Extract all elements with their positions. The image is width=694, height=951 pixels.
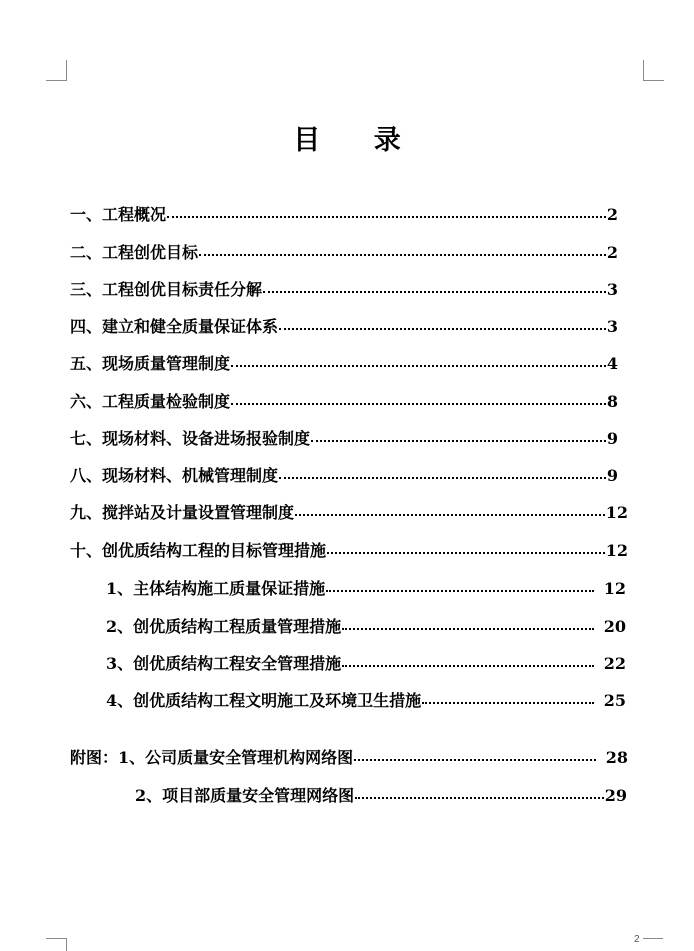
toc-entry-page: 2 bbox=[606, 243, 618, 262]
toc-leader-dots bbox=[279, 328, 606, 330]
toc-entry-label: 八、现场材料、机械管理制度 bbox=[70, 466, 279, 485]
toc-entry-page: 28 bbox=[605, 748, 628, 767]
toc-leader-dots bbox=[422, 702, 594, 704]
toc-entry-label: 五、现场质量管理制度 bbox=[70, 354, 231, 373]
toc-entry-label: 3、创优质结构工程安全管理措施 bbox=[106, 654, 342, 673]
toc-entry-page: 9 bbox=[606, 429, 618, 448]
toc-entry[interactable] bbox=[70, 202, 618, 226]
footer-page-number: 2 bbox=[634, 934, 640, 945]
toc-entry-page: 20 bbox=[603, 617, 626, 636]
toc-entry-label: 一、工程概况 bbox=[70, 205, 167, 224]
corner-mark-bottom-right bbox=[643, 938, 663, 939]
toc-entry-label: 六、工程质量检验制度 bbox=[70, 392, 231, 411]
toc-entry[interactable] bbox=[70, 351, 618, 375]
toc-entry-label: 七、现场材料、设备进场报验制度 bbox=[70, 429, 311, 448]
toc-entry-label: 2、项目部质量安全管理网络图 bbox=[135, 786, 355, 805]
toc-entry-page: 29 bbox=[604, 786, 627, 805]
toc-leader-dots bbox=[326, 590, 594, 592]
toc-entry[interactable] bbox=[70, 500, 628, 524]
toc-entry[interactable] bbox=[70, 463, 618, 487]
toc-entry[interactable] bbox=[70, 389, 618, 413]
toc-subentry[interactable] bbox=[106, 688, 626, 712]
toc-leader-dots bbox=[342, 665, 594, 667]
toc-entry-page: 4 bbox=[606, 354, 618, 373]
toc-entry[interactable] bbox=[70, 277, 618, 301]
toc-leader-dots bbox=[167, 216, 606, 218]
toc-leader-dots bbox=[231, 365, 606, 367]
toc-entry[interactable] bbox=[70, 314, 618, 338]
toc-leader-dots bbox=[342, 628, 594, 630]
toc-entry-label: 1、主体结构施工质量保证措施 bbox=[106, 579, 326, 598]
toc-appendix-entry[interactable] bbox=[70, 745, 628, 769]
toc-leader-dots bbox=[231, 403, 606, 405]
corner-mark-top-left bbox=[46, 60, 67, 81]
toc-entry-label: 二、工程创优目标 bbox=[70, 243, 199, 262]
toc-entry-page: 3 bbox=[606, 317, 618, 336]
toc-entry-page: 9 bbox=[606, 466, 618, 485]
toc-entry-page: 12 bbox=[605, 541, 628, 560]
toc-entry-page: 8 bbox=[606, 392, 618, 411]
toc-entry[interactable] bbox=[70, 426, 618, 450]
toc-entry-label: 2、创优质结构工程质量管理措施 bbox=[106, 617, 342, 636]
toc-entry-page: 3 bbox=[606, 280, 618, 299]
toc-entry-page: 2 bbox=[606, 205, 618, 224]
toc-entry-page: 12 bbox=[605, 503, 628, 522]
toc-subentry[interactable] bbox=[106, 576, 626, 600]
toc-leader-dots bbox=[327, 552, 605, 554]
toc-subentry[interactable] bbox=[106, 651, 626, 675]
toc-entry[interactable] bbox=[70, 240, 618, 264]
toc-entry-label: 九、搅拌站及计量设置管理制度 bbox=[70, 503, 295, 522]
toc-entry-label: 4、创优质结构工程文明施工及环境卫生措施 bbox=[106, 691, 422, 710]
toc-leader-dots bbox=[199, 254, 606, 256]
toc-subentry[interactable] bbox=[106, 614, 626, 638]
toc-entry-label: 十、创优质结构工程的目标管理措施 bbox=[70, 541, 327, 560]
toc-leader-dots bbox=[355, 797, 604, 799]
toc-entry-page: 25 bbox=[603, 691, 626, 710]
toc-leader-dots bbox=[311, 440, 606, 442]
toc-leader-dots bbox=[295, 514, 605, 516]
toc-entry-label: 三、工程创优目标责任分解 bbox=[70, 280, 263, 299]
page-title: 目 录 bbox=[293, 125, 423, 156]
toc-entry-page: 12 bbox=[603, 579, 626, 598]
toc-entry[interactable] bbox=[70, 538, 628, 562]
toc-entry-label: 四、建立和健全质量保证体系 bbox=[70, 317, 279, 336]
toc-leader-dots bbox=[354, 759, 596, 761]
toc-entry-label: 附图：1、公司质量安全管理机构网络图 bbox=[70, 748, 354, 767]
toc-leader-dots bbox=[279, 477, 606, 479]
toc-entry-page: 22 bbox=[603, 654, 626, 673]
toc-appendix-entry[interactable] bbox=[135, 783, 627, 807]
toc-leader-dots bbox=[263, 291, 606, 293]
corner-mark-top-right bbox=[643, 60, 664, 81]
corner-mark-bottom-left bbox=[46, 938, 67, 951]
